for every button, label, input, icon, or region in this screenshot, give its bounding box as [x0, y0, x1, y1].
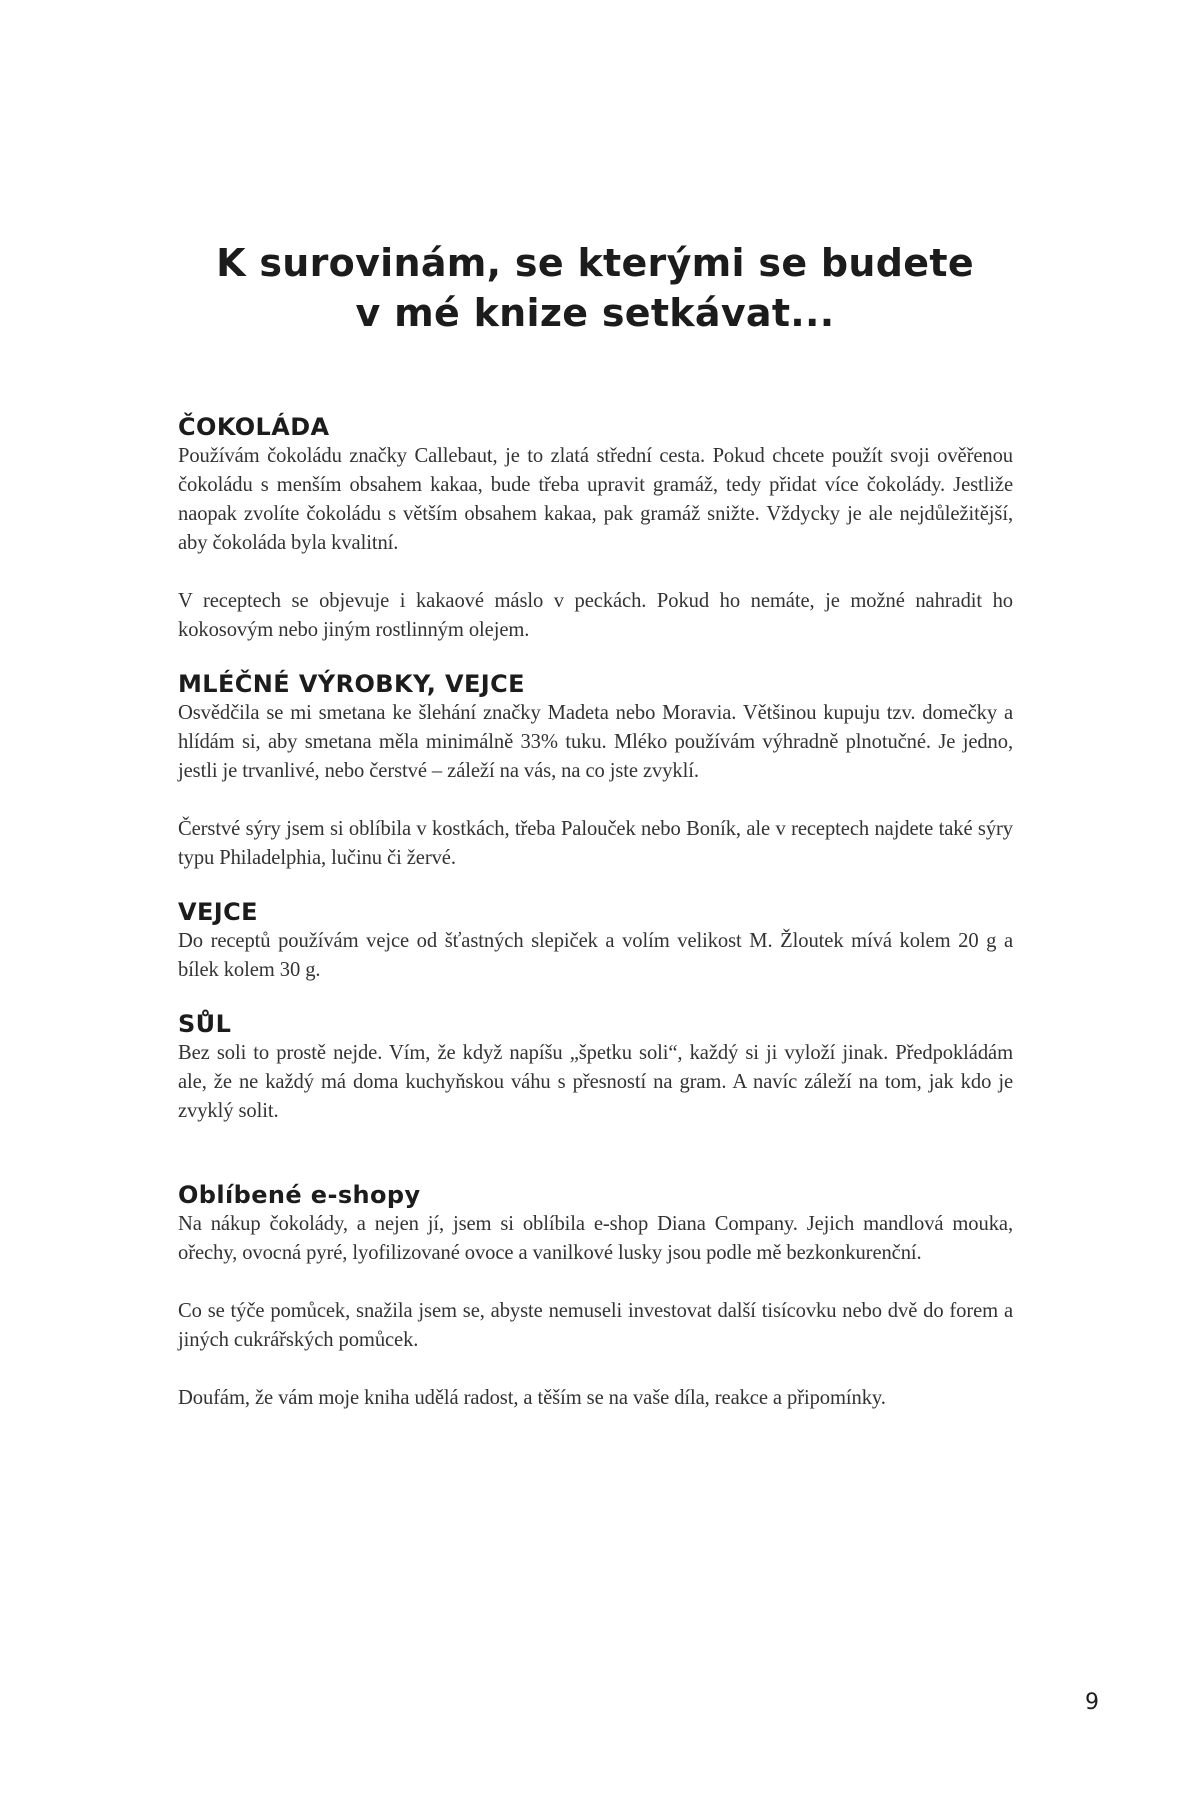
page-title — [150, 238, 1040, 338]
section-sul — [178, 1009, 1013, 1126]
section-cokolada — [178, 412, 1013, 645]
section-mlecne-vyrobky — [178, 669, 1013, 873]
page-content — [178, 412, 1013, 1413]
page-title-line-2: v mé knize setkávat... — [355, 291, 835, 335]
section-heading: ČOKOLÁDA — [178, 413, 330, 441]
section-heading: SŮL — [178, 1010, 232, 1038]
paragraph: Bez soli to prostě nejde. Vím, že když napíšu „špetku soli“, každý si ji vyloží jinak. Předpokládám ale, že ne každý má doma kuchyňskou váhu s přesností na gram. A navíc záleží na tom, jak kdo je zvyklý solit. — [178, 1042, 1013, 1122]
paragraph: Co se týče pomůcek, snažila jsem se, abyste nemuseli investovat další tisícovku nebo dvě do forem a jiných cukrářských pomůcek. — [178, 1300, 1013, 1351]
section-eshopy — [178, 1180, 1013, 1413]
paragraph: Na nákup čokolády, a nejen jí, jsem si oblíbila e-shop Diana Company. Jejich mandlová mouka, ořechy, ovocná pyré, lyofilizované ovoce a vanilkové lusky jsou podle mě bezkonkurenční. — [178, 1213, 1013, 1264]
page-title-line-1: K surovinám, se kterými se budete — [216, 241, 974, 285]
paragraph: Čerstvé sýry jsem si oblíbila v kostkách, třeba Palouček nebo Boník, ale v receptech najdete také sýry typu Philadelphia, lučinu či žervé. — [178, 818, 1013, 869]
paragraph: V receptech se objevuje i kakaové máslo v peckách. Pokud ho nemáte, je možné nahradit ho kokosovým nebo jiným rostlinným olejem. — [178, 590, 1013, 641]
paragraph: Do receptů používám vejce od šťastných slepiček a volím velikost M. Žloutek mívá kolem 20 g a bílek kolem 30 g. — [178, 930, 1013, 981]
section-heading: MLÉČNÉ VÝROBKY, VEJCE — [178, 670, 525, 698]
paragraph: Doufám, že vám moje kniha udělá radost, a těším se na vaše díla, reakce a připomínky. — [178, 1387, 886, 1409]
section-heading: Oblíbené e-shopy — [178, 1181, 421, 1209]
paragraph: Osvědčila se mi smetana ke šlehání značky Madeta nebo Moravia. Většinou kupuju tzv. domečky a hlídám si, aby smetana měla minimálně 33% tuku. Mléko používám výhradně plnotučné. Je jedno, jestli je trvanlivé, nebo čerstvé – záleží na vás, na co jste zvyklí. — [178, 702, 1013, 782]
paragraph: Používám čokoládu značky Callebaut, je to zlatá střední cesta. Pokud chcete použít svoji ověřenou čokoládu s menším obsahem kakaa, bude třeba upravit gramáž, tedy přidat více čokolády. Jestliže naopak zvolíte čokoládu s větším obsahem kakaa, pak gramáž snižte. Vždycky je ale nejdůležitější, aby čokoláda byla kvalitní. — [178, 445, 1013, 554]
page-number: 9 — [1085, 1690, 1099, 1715]
section-vejce — [178, 897, 1013, 985]
section-heading: VEJCE — [178, 898, 258, 926]
